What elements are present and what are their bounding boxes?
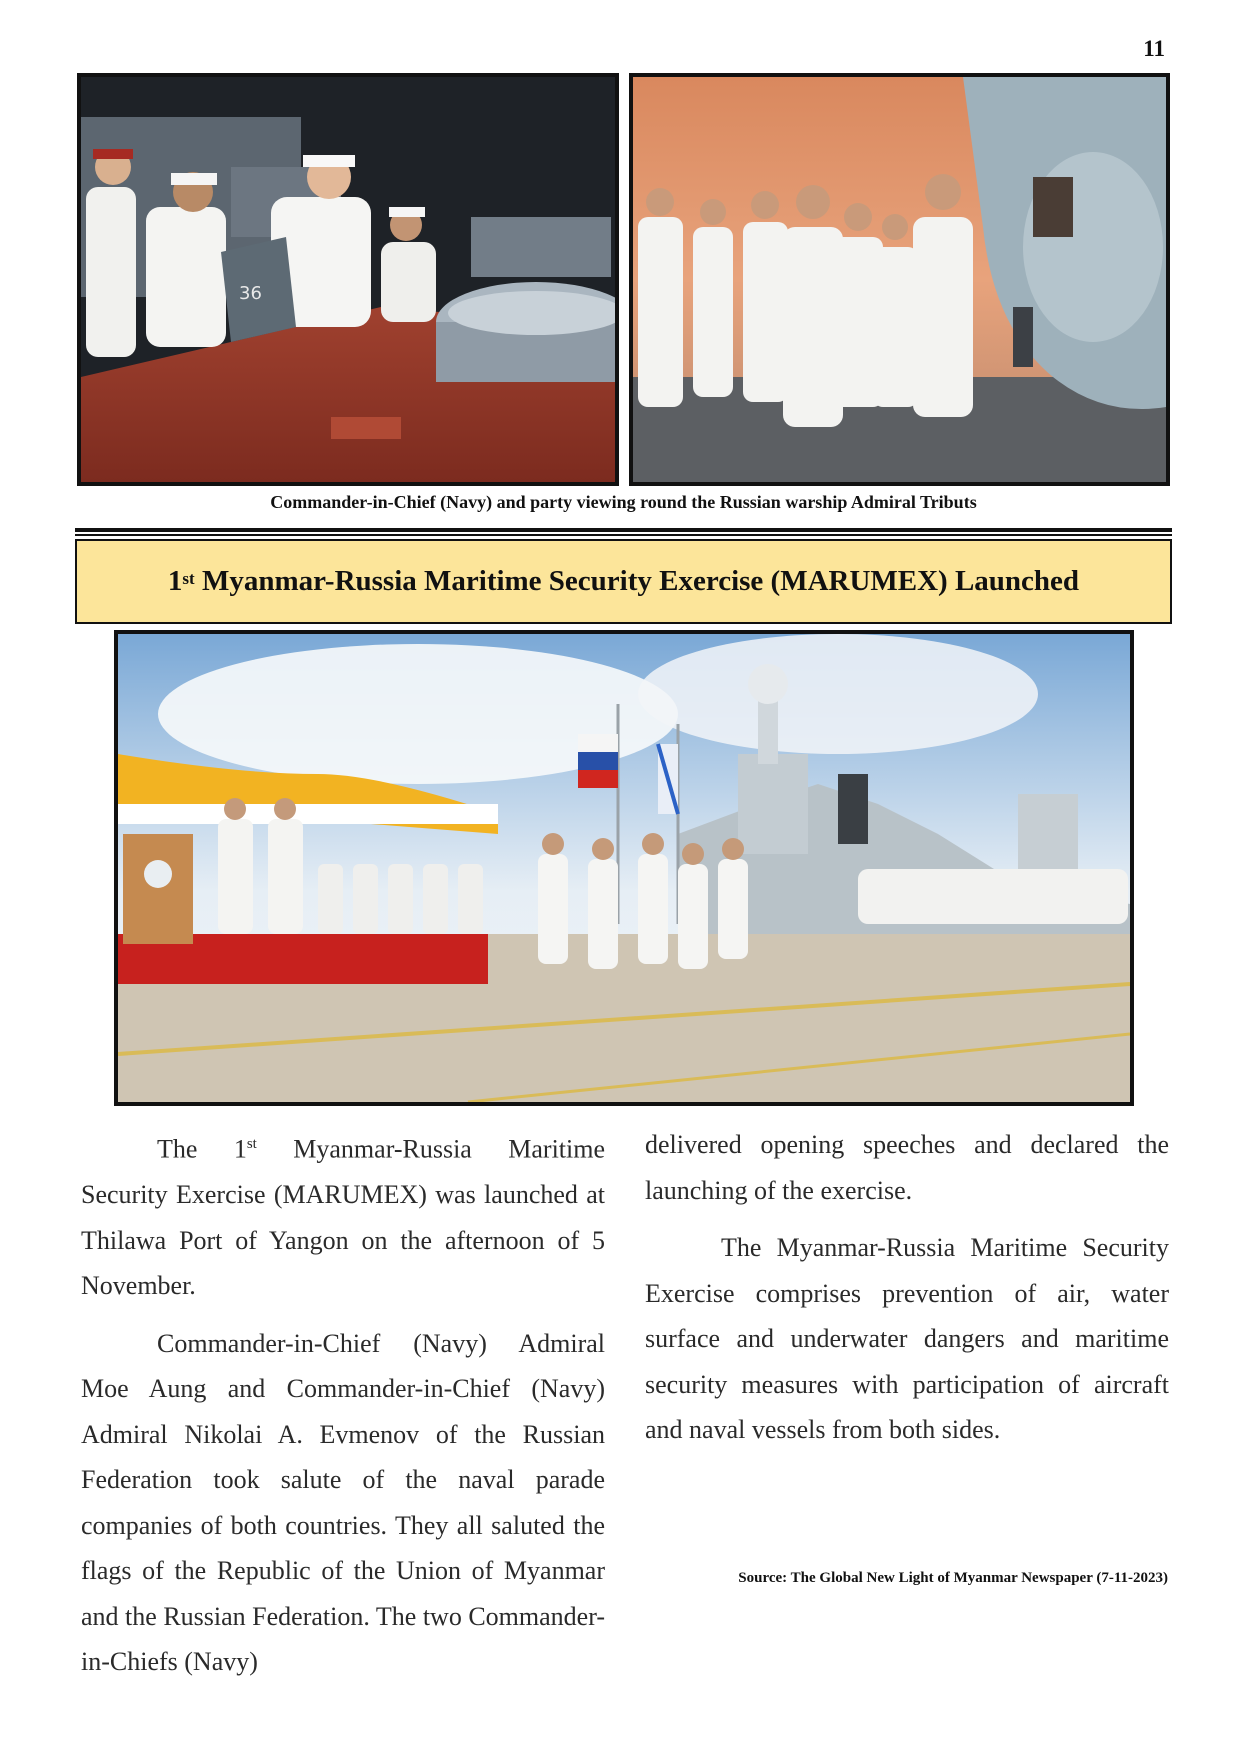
headline bbox=[75, 539, 1172, 624]
parade-photo bbox=[114, 630, 1134, 1106]
p1-rest: Myanmar-Russia Maritime Security Exercise (MARUMEX) was launched at Thilawa Port of Yangon on the afternoon of 5 November. bbox=[81, 1134, 612, 1301]
svg-text:36: 36 bbox=[239, 283, 262, 304]
p1-prefix: The 1 bbox=[157, 1134, 247, 1164]
headline-text: Myanmar-Russia Maritime Security Exercise (MARUMEX) Launched bbox=[194, 565, 1080, 597]
article-column-right bbox=[645, 1122, 1169, 1465]
helicopter-deck-photo bbox=[629, 73, 1170, 486]
divider-thick bbox=[75, 528, 1172, 532]
headline-prefix: 1 bbox=[167, 565, 183, 597]
page-number: 11 bbox=[1143, 36, 1165, 61]
headline-superscript: st bbox=[182, 568, 195, 588]
paragraph-3: The Myanmar-Russia Maritime Security Exercise comprises prevention of air, water surface and underwater dangers and maritime security measures with participation of aircraft and naval vessels from both sides. bbox=[645, 1233, 1169, 1444]
p1-superscript: st bbox=[246, 1136, 257, 1152]
paragraph-2-continued: delivered opening speeches and declared the launching of the exercise. bbox=[645, 1130, 1169, 1205]
warship-deck-photo bbox=[77, 73, 619, 486]
photo-caption: Commander-in-Chief (Navy) and party viewing round the Russian warship Admiral Tributs bbox=[270, 492, 977, 512]
article-column-left bbox=[81, 1122, 612, 1697]
divider-thin bbox=[75, 534, 1172, 536]
source-credit: Source: The Global New Light of Myanmar Newspaper (7-11-2023) bbox=[738, 1570, 1168, 1586]
paragraph-2: Commander-in-Chief (Navy) Admiral Moe Aung and Commander-in-Chief (Navy) Admiral Nikolai A. Evmenov of the Russian Federation took salute of the naval parade companies of both countries. They all saluted the flags of the Republic of the Union of Myanmar and the Russian Federation. The two Commander-in-Chiefs (Navy) bbox=[81, 1328, 605, 1677]
paragraph-1 bbox=[81, 1122, 612, 1309]
